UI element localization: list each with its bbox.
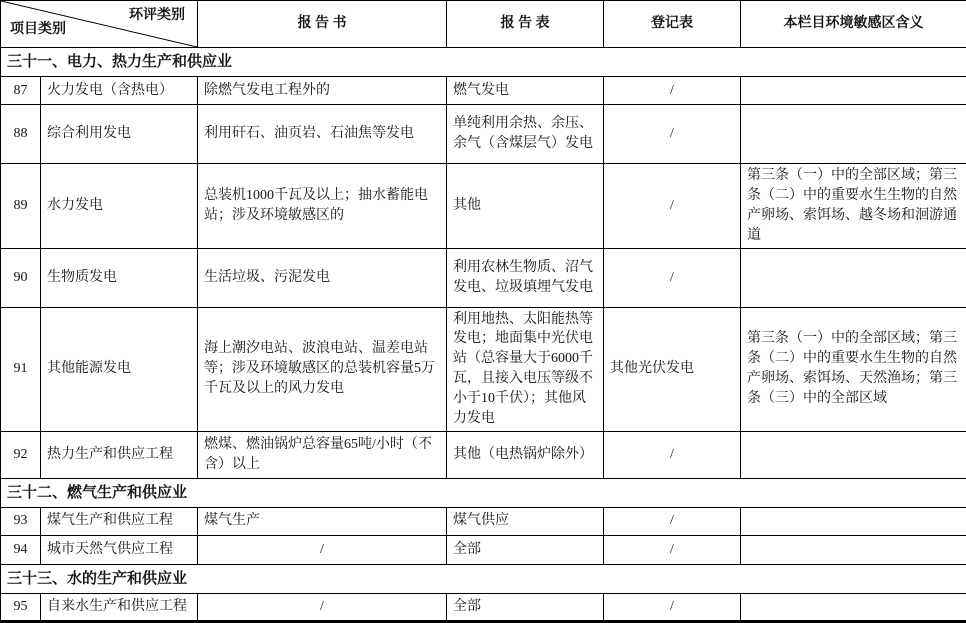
registration-cell: / [604,164,741,249]
report-book-cell: 煤气生产 [198,507,447,535]
report-form-cell: 全部 [447,535,604,564]
registration-cell: / [604,105,741,164]
report-book-cell: 燃煤、燃油锅炉总容量65吨/小时（不含）以上 [198,431,447,478]
section-title: 三十一、电力、热力生产和供应业 [1,48,966,77]
registration-cell: / [604,535,741,564]
table-row-87 [1,77,966,105]
report-form-cell: 单纯利用余热、余压、余气（含煤层气）发电 [447,105,604,164]
row-number-cell: 87 [1,77,41,105]
section-title: 三十二、燃气生产和供应业 [1,478,966,507]
registration-cell: / [604,593,741,621]
category-cell: 自来水生产和供应工程 [41,593,198,621]
table-row-90 [1,248,966,307]
report-book-cell: 除燃气发电工程外的 [198,77,447,105]
row-number-cell: 93 [1,507,41,535]
column-header-sensitive-meaning: 本栏目环境敏感区含义 [741,1,966,48]
report-form-cell: 燃气发电 [447,77,604,105]
report-form-cell: 利用地热、太阳能热等发电；地面集中光伏电站（总容量大于6000千瓦，且接入电压等级不小于10千伏）；其他风力发电 [447,307,604,431]
section-row-32 [1,478,966,507]
category-cell: 火力发电（含热电） [41,77,198,105]
category-cell: 其他能源发电 [41,307,198,431]
sensitive-cell [741,105,966,164]
sensitive-cell: 第三条（一）中的全部区域；第三条（二）中的重要水生生物的自然产卵场、索饵场、越冬场和洄游通道 [741,164,966,249]
row-number-cell: 88 [1,105,41,164]
registration-cell: 其他光伏发电 [604,307,741,431]
report-book-cell: 生活垃圾、污泥发电 [198,248,447,307]
sensitive-cell: 第三条（一）中的全部区域；第三条（二）中的重要水生生物的自然产卵场、索饵场、天然渔场；第三条（三）中的全部区域 [741,307,966,431]
row-number-cell: 95 [1,593,41,621]
section-title: 三十三、水的生产和供应业 [1,564,966,593]
report-book-cell: 利用矸石、油页岩、石油焦等发电 [198,105,447,164]
row-number-cell: 94 [1,535,41,564]
report-form-cell: 其他（电热锅炉除外） [447,431,604,478]
row-number-cell: 91 [1,307,41,431]
column-header-registration-form: 登记表 [604,1,741,48]
corner-label-project-category: 项目类别 [10,20,66,40]
row-number-cell: 89 [1,164,41,249]
category-cell: 生物质发电 [41,248,198,307]
sensitive-cell [741,593,966,621]
table-row-89 [1,164,966,249]
category-cell: 煤气生产和供应工程 [41,507,198,535]
sensitive-cell [741,431,966,478]
category-cell: 水力发电 [41,164,198,249]
table-row-94 [1,535,966,564]
report-form-cell: 其他 [447,164,604,249]
sensitive-cell [741,77,966,105]
corner-label-eia-category: 环评类别 [129,6,185,26]
table-row-91 [1,307,966,431]
report-form-cell: 利用农林生物质、沼气发电、垃圾填埋气发电 [447,248,604,307]
report-form-cell: 全部 [447,593,604,621]
table-row-92 [1,431,966,478]
row-number-cell: 92 [1,431,41,478]
report-form-cell: 煤气供应 [447,507,604,535]
column-header-report-form: 报 告 表 [447,1,604,48]
section-row-33 [1,564,966,593]
sensitive-cell [741,507,966,535]
table-row-88 [1,105,966,164]
row-number-cell: 90 [1,248,41,307]
report-book-cell: 海上潮汐电站、波浪电站、温差电站等；涉及环境敏感区的总装机容量5万千瓦及以上的风力发电 [198,307,447,431]
report-book-cell: 总装机1000千瓦及以上；抽水蓄能电站；涉及环境敏感区的 [198,164,447,249]
column-header-report-book: 报 告 书 [198,1,447,48]
report-book-cell: / [198,535,447,564]
table-row-93 [1,507,966,535]
header-row [1,1,966,48]
registration-cell: / [604,248,741,307]
sensitive-cell [741,535,966,564]
registration-cell: / [604,77,741,105]
registration-cell: / [604,431,741,478]
registration-cell: / [604,507,741,535]
section-row-31 [1,48,966,77]
table-row-95 [1,593,966,621]
category-cell: 城市天然气供应工程 [41,535,198,564]
corner-header-cell [1,1,198,48]
sensitive-cell [741,248,966,307]
report-book-cell: / [198,593,447,621]
category-cell: 热力生产和供应工程 [41,431,198,478]
category-cell: 综合利用发电 [41,105,198,164]
